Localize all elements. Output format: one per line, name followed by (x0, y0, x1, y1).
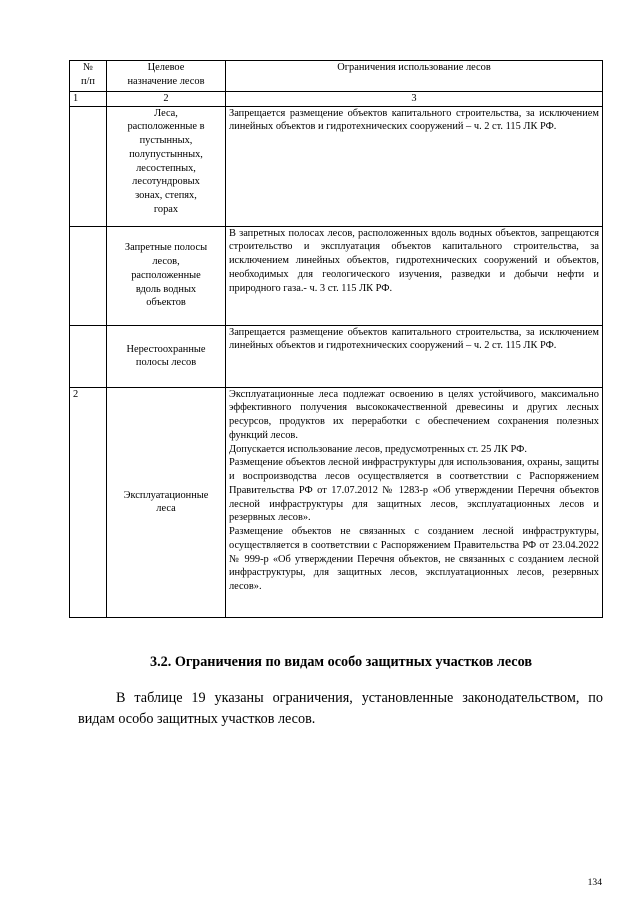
restriction-paragraph: Допускается использование лесов, предусмотренных ст. 25 ЛК РФ. (229, 443, 527, 455)
header-restrictions: Ограничения использование лесов (226, 61, 603, 92)
forest-purpose: Эксплуатационные леса (107, 387, 226, 617)
row-number: 2 (70, 387, 107, 617)
column-index-2: 2 (107, 92, 226, 107)
row-number (70, 106, 107, 226)
table-header-row (70, 61, 603, 92)
restriction-text (226, 106, 603, 226)
restrictions-table (69, 60, 603, 618)
restriction-text (226, 226, 603, 325)
restriction-paragraph: Размещение объектов лесной инфраструктуры для использования, охраны, защиты и воспроизводства лесов осуществляется в соответствии с Распоряжением Правительства РФ от 17.07.2012 № 1283-р «Об утверждении Перечня объектов лесной инфраструктуры для защитных лесов, эксплуатационных лесов и резервных лесов». (229, 457, 599, 524)
forest-purpose: Нерестоохранные полосы лесов (107, 325, 226, 387)
table-row (70, 387, 603, 617)
header-purpose: Целевое назначение лесов (107, 61, 226, 92)
restriction-paragraph: Размещение объектов не связанных с созданием лесной инфраструктуры, осуществляется в соответствии с Распоряжением Правительства РФ от 23.04.2022 № 999-р «Об утверждении Перечня объектов, не связанных с созданием лесной инфраструктуры, для защитных лесов, эксплуатационных лесов, резервных лесов». (229, 526, 599, 593)
restriction-text (226, 387, 603, 617)
row-number (70, 226, 107, 325)
forest-purpose: Леса, расположенные в пустынных, полупустынных, лесостепных, лесотундровых зонах, степях, горах (107, 106, 226, 226)
table-row (70, 106, 603, 226)
restriction-paragraph: Запрещается размещение объектов капитального строительства, за исключением линейных объектов и гидротехнических сооружений – ч. 2 ст. 115 ЛК РФ. (229, 326, 599, 352)
row-number (70, 325, 107, 387)
restriction-paragraph: В запретных полосах лесов, расположенных вдоль водных объектов, запрещаются строительство и эксплуатация объектов капитального строительства, за исключением линейных объектов, гидротехнических сооружений и объектов, необходимых для геологического изучения, разведки и добычи нефти и природного газа.- ч. 3 ст. 115 ЛК РФ. (229, 227, 599, 294)
page-number: 134 (587, 877, 602, 888)
column-index-3: 3 (226, 92, 603, 107)
header-number: № п/п (70, 61, 107, 92)
forest-purpose: Запретные полосы лесов, расположенные вдоль водных объектов (107, 226, 226, 325)
restriction-text (226, 325, 603, 387)
restriction-paragraph: Запрещается размещение объектов капитального строительства, за исключением линейных объектов и гидротехнических сооружений – ч. 2 ст. 115 ЛК РФ. (229, 107, 599, 133)
table-row (70, 226, 603, 325)
section-paragraph: В таблице 19 указаны ограничения, установленные законодательством, по видам особо защитных участков лесов. (78, 690, 603, 727)
column-index-row (70, 92, 603, 107)
column-index-1: 1 (70, 92, 107, 107)
section-heading: 3.2. Ограничения по видам особо защитных участков лесов (150, 654, 533, 670)
table-row (70, 325, 603, 387)
restriction-paragraph: Эксплуатационные леса подлежат освоению в целях устойчивого, максимально эффективного получения высококачественной древесины и других лесных ресурсов, продуктов их переработки с обеспечением сохранения полезных функций лесов. (229, 388, 599, 441)
